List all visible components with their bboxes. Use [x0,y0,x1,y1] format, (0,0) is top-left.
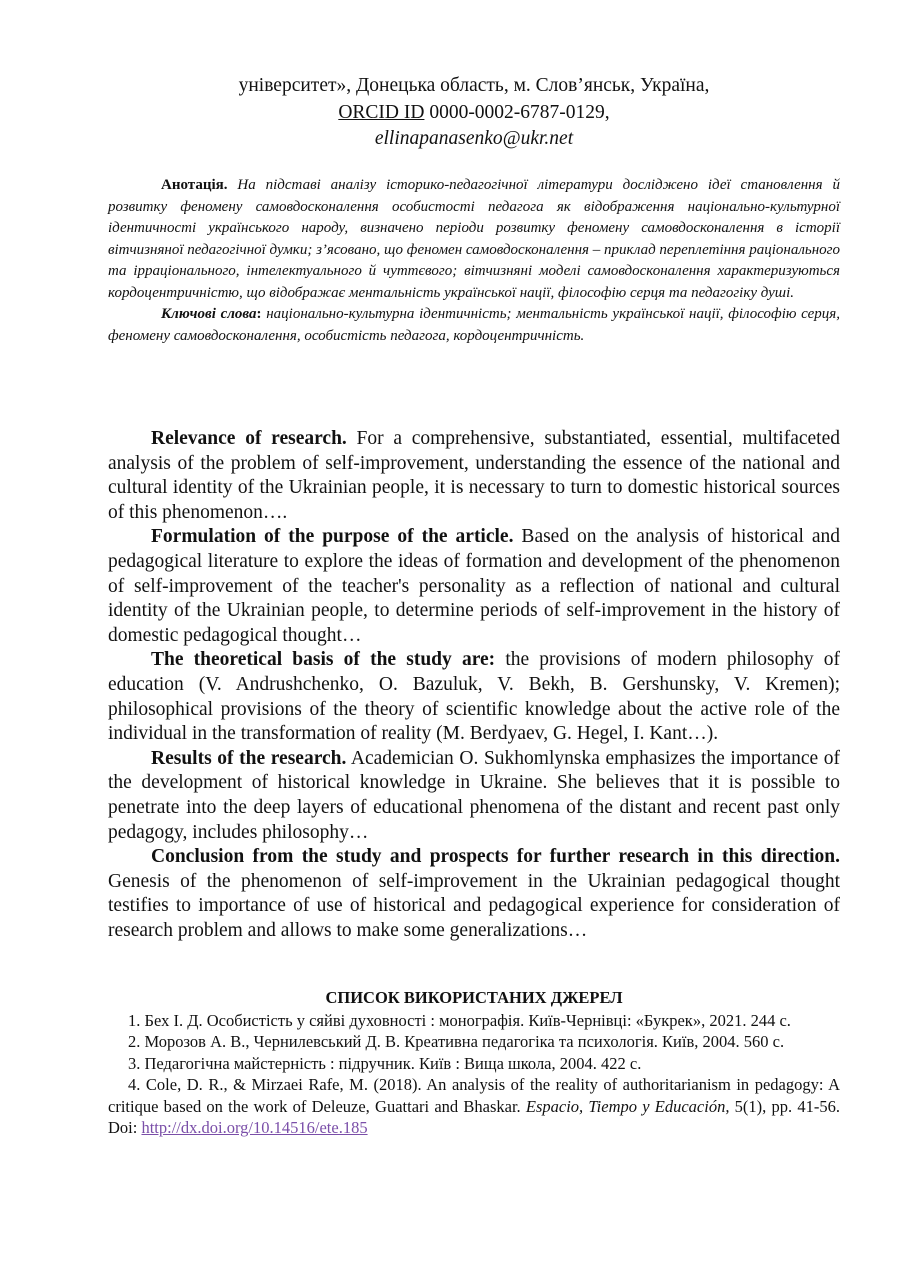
reference-text: 4. Cole, D. R., & Mirzaei Rafe, M. (2018). An analysis of the reality of authoritarianism in pedagogy: A critique based on the work of Deleuze, Guattari and Bhaskar. [108,1075,840,1116]
orcid-label[interactable]: ORCID ID [338,101,425,123]
section-text: For a comprehensive, substantiated, essential, multifaceted analysis of the problem of self-improvement, understanding the essence of the national and cultural identity of the Ukrainian people, it is necessary to turn to domestic historical sources of this phenomenon…. [108,428,840,523]
keywords-colon: : [256,306,262,322]
section-heading: Results of the research. [151,747,347,769]
abstract-paragraph [108,175,840,304]
orcid-line [108,100,840,127]
references-title: СПИСОК ВИКОРИСТАНИХ ДЖЕРЕЛ [325,988,623,1007]
section-conclusion [108,845,840,943]
author-affiliation-block [108,73,840,153]
reference-text-after: 5(1), pp. 41-56. Doi: [108,1096,840,1137]
section-heading: The theoretical basis of the study are: [151,649,496,671]
section-heading: Relevance of research. [151,428,347,449]
section-text: Academician O. Sukhomlynska emphasizes the importance of the development of historical knowledge in Ukraine. She believes that it is possible to penetrate into the deep layers of educational phenomena of the distant and recent past only pedagogy, includes philosophy… [108,747,840,843]
reference-item: 2. Морозов А. В., Чернилевський Д. В. Креативна педагогіка та психологія. Київ, 2004. 560 с. [128,1032,785,1051]
doi-link[interactable]: http://dx.doi.org/10.14516/ete.185 [141,1118,368,1137]
section-heading: Formulation of the purpose of the article. [151,526,514,548]
abstract-text: На підставі аналізу історико-педагогічної літератури досліджено ідеї становлення й розвитку феномену самовдосконалення особистості педагога як відображення національно-культурної ідентичності українського народу, визначено періоди розвитку феномену самовдосконалення в історії вітчизняної педагогічної думки; з’ясовано, що феномен самовдосконалення – приклад переплетіння раціонального та ірраціонального, інтелектуального й чуттєвого; вітчизняні моделі самовдосконалення характеризуються кордоцентричністю, що відображає ментальність української нації, філософію серця та педагогіку душі. [108,177,840,301]
section-text: Based on the analysis of historical and pedagogical literature to explore the ideas of formation and development of the phenomenon of self-improvement of the teacher's personality as a reflection of national and cultural identity of the Ukrainian people, to determine periods of self-improvement in the history of domestic pedagogical thought… [108,526,840,646]
section-relevance [108,427,840,525]
keywords-paragraph [108,304,840,347]
section-text: Genesis of the phenomenon of self-improvement in the Ukrainian pedagogical thought testifies to importance of use of historical and pedagogical experience for consideration of research problem and allows to make some generalizations… [108,870,840,941]
reference-journal: Espacio, Tiempo y Educación, [525,1096,730,1116]
keywords-text: національно-культурна ідентичність; ментальність української нації, філософію серця, феномену самовдосконалення, особистість педагога, кордоцентричність. [108,306,840,344]
section-heading: Conclusion from the study and prospects for further research in this direction. [151,846,840,868]
abstract-block [108,175,840,347]
section-purpose [108,525,840,648]
reference-item: 1. Бех І. Д. Особистість у сяйві духовності : монографія. Київ-Чернівці: «Букрек», 2021. 244 с. [128,1010,791,1030]
section-text: the provisions of modern philosophy of education (V. Andrushchenko, O. Bazuluk, V. Bekh, B. Gershunsky, V. Kremen); philosophical provisions of the theory of scientific knowledge about the active role of the individual in the transformation of reality (M. Berdyaev, G. Hegel, I. Kant…). [108,649,840,745]
reference-item: 3. Педагогічна майстерність : підручник. Київ : Вища школа, 2004. 422 с. [128,1053,642,1073]
section-theoretical-basis [108,648,840,746]
article-summary [108,427,840,943]
references-block [108,987,840,1139]
orcid-value: 0000-0002-6787-0129, [424,101,610,123]
author-email[interactable]: ellinapanasenko@ukr.net [374,128,574,149]
section-results [108,747,840,845]
abstract-label: Анотація. [161,177,228,193]
reference-item [108,1074,840,1139]
keywords-label: Ключові слова [161,306,257,322]
affiliation-line: університет», Донецька область, м. Слов’янськ, Україна, [238,75,710,96]
